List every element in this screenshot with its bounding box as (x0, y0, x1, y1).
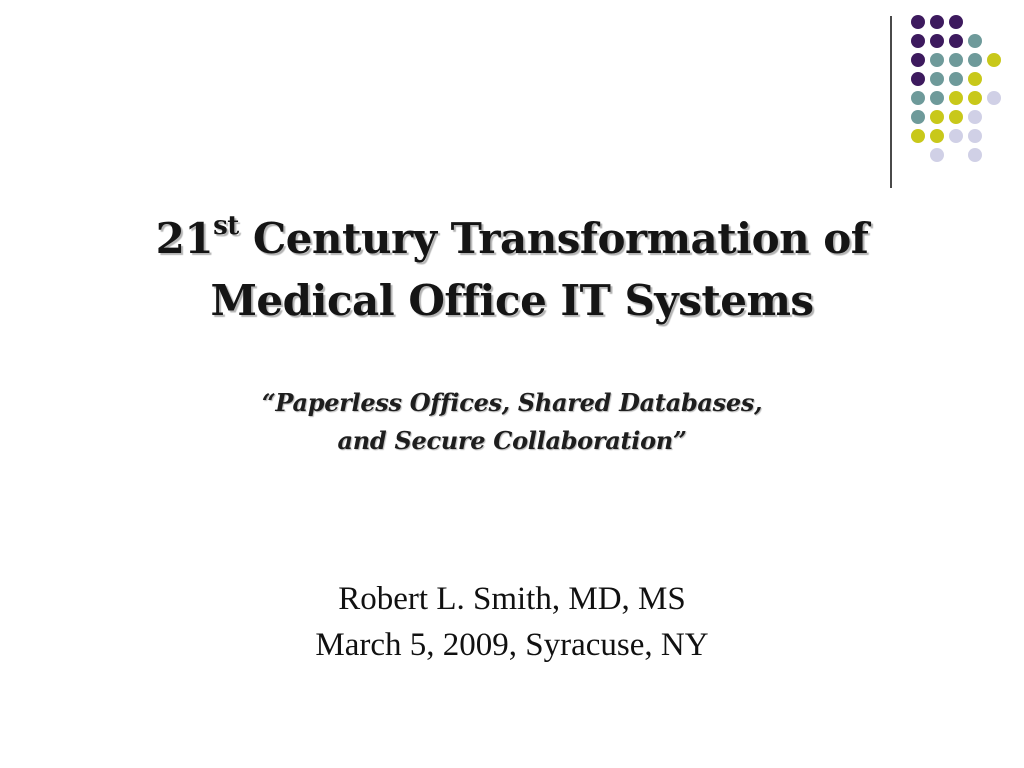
author-name: Robert L. Smith, MD, MS (338, 581, 686, 617)
decorative-dot (949, 15, 963, 29)
title-superscript: st (213, 211, 239, 241)
decorative-dot (949, 53, 963, 67)
vertical-divider (890, 16, 892, 188)
decorative-dot (930, 91, 944, 105)
decorative-dot (930, 129, 944, 143)
date-location: March 5, 2009, Syracuse, NY (315, 627, 709, 663)
decorative-dot (911, 15, 925, 29)
decorative-dot (949, 34, 963, 48)
decorative-dot (968, 91, 982, 105)
decorative-dot (930, 15, 944, 29)
decorative-dot (968, 72, 982, 86)
decorative-dot (930, 110, 944, 124)
decorative-dot (968, 110, 982, 124)
decorative-dot (968, 34, 982, 48)
subtitle-line-2: and Secure Collaboration” (337, 426, 687, 455)
decorative-dot (930, 148, 944, 162)
decorative-dot (949, 129, 963, 143)
decorative-dot (968, 129, 982, 143)
title-line-1-rest: Century Transformation of (238, 214, 869, 263)
subtitle-line-1: “Paperless Offices, Shared Databases, (261, 388, 763, 417)
decorative-dot (968, 53, 982, 67)
decorative-dot (930, 53, 944, 67)
decorative-dot (968, 148, 982, 162)
slide-byline (80, 576, 944, 668)
decorative-dot (911, 34, 925, 48)
title-line-2: Medical Office IT Systems (210, 276, 814, 325)
decorative-dot (911, 53, 925, 67)
decorative-dot (911, 110, 925, 124)
decorative-dot (987, 91, 1001, 105)
decorative-dot (949, 72, 963, 86)
decorative-dot (930, 34, 944, 48)
slide-title (40, 208, 984, 332)
title-line-1 (40, 208, 984, 270)
decorative-dot (949, 91, 963, 105)
decorative-dot (987, 53, 1001, 67)
title-number: 21 (155, 214, 214, 263)
slide-subtitle (80, 384, 944, 460)
decorative-dot (911, 129, 925, 143)
decorative-dot (949, 110, 963, 124)
decorative-dot (911, 91, 925, 105)
decorative-dot (930, 72, 944, 86)
decorative-dot-grid (0, 0, 1024, 200)
decorative-dot (911, 72, 925, 86)
